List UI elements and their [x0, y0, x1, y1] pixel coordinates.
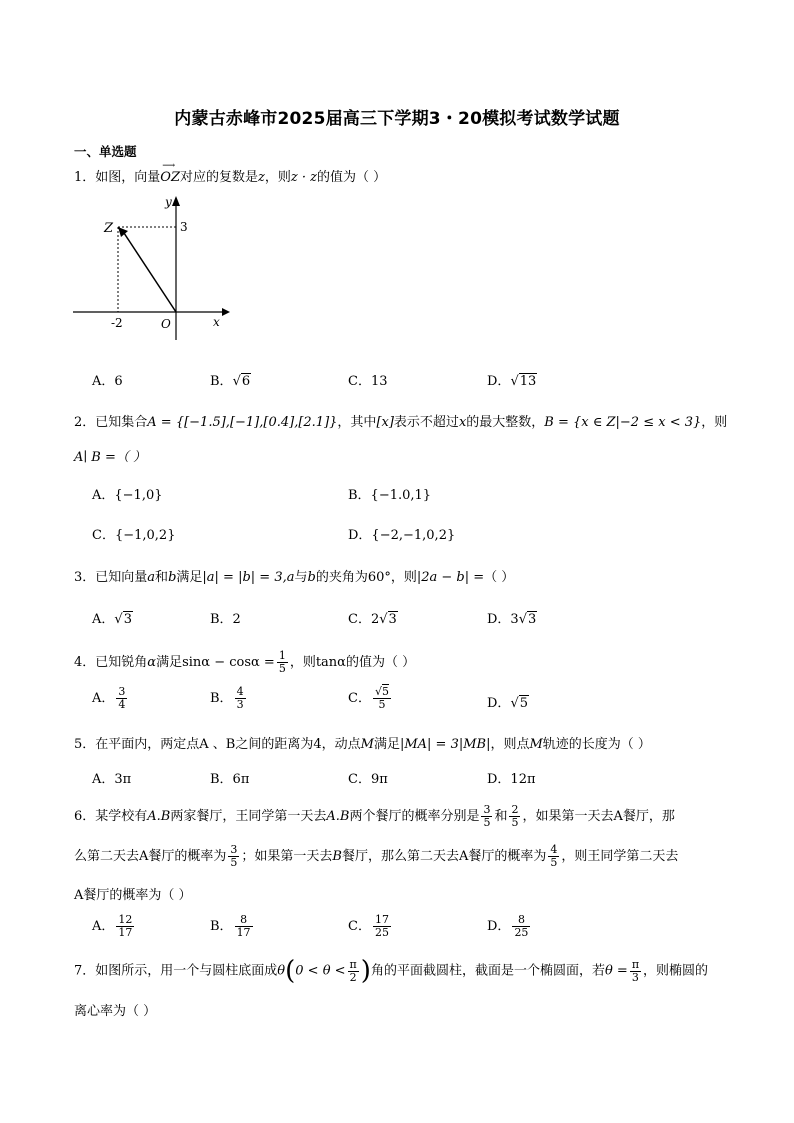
- y-label: y: [165, 195, 172, 209]
- q1-option-d[interactable]: D．√13: [487, 374, 537, 389]
- q2-option-b[interactable]: B．{−1.0,1}: [348, 488, 432, 503]
- set-a: A = {[−1.5],[−1],[0.4],[2.1]}: [147, 415, 338, 430]
- q6-option-d[interactable]: D． $\frac{8}{25}$: [487, 913, 529, 939]
- q5-option-d[interactable]: D．12π: [487, 772, 536, 787]
- q6-option-a[interactable]: A． $\frac{12}{17}$: [92, 913, 133, 939]
- q1-vector: ⟶ OZ: [160, 161, 180, 185]
- question-5: 5．在平面内，两定点A 、B之间的距离为4，动点M满足|MA| = 3|MB|，则点M轨迹的长度为（ ）: [74, 737, 651, 752]
- q2-option-c[interactable]: C．{−1,0,2}: [92, 528, 176, 543]
- q1-text-3: ，则: [264, 170, 291, 185]
- vector-oz: [124, 233, 176, 312]
- origin-label: O: [161, 317, 171, 331]
- q2-option-a[interactable]: A．{−1,0}: [92, 488, 163, 503]
- q1-option-c[interactable]: C．13: [348, 374, 388, 389]
- x-axis-arrow: [222, 308, 230, 316]
- q1-expr: z · z: [290, 170, 317, 185]
- q4-option-d[interactable]: D．√5: [487, 696, 529, 711]
- q4-option-a[interactable]: A． $\frac{3}{4}$: [92, 685, 126, 711]
- q6-option-c[interactable]: C． $\frac{17}{25}$: [348, 913, 389, 939]
- q1-text-2: 对应的复数是: [179, 170, 258, 185]
- q5-option-b[interactable]: B．6π: [210, 772, 250, 787]
- q1-option-a[interactable]: A．6: [92, 374, 123, 389]
- q1-text: 1．如图，向量: [74, 170, 161, 185]
- q1-z: z: [258, 170, 265, 185]
- q3-option-a[interactable]: A．√3: [92, 612, 132, 627]
- q6-option-b[interactable]: B． $\frac{8}{17}$: [210, 913, 251, 939]
- question-2: 2．已知集合A = {[−1.5],[−1],[0.4],[2.1]}，其中[x]表示不超过x的最大整数，B = {x ∈ Z|−2 ≤ x < 3}，则: [74, 415, 728, 430]
- question-4: 4．已知锐角α满足sinα − cosα = $\frac{1}{5}$ ，则tanα的值为（ ）: [74, 649, 416, 675]
- question-6: 6．某学校有A.B两家餐厅，王同学第一天去A.B两个餐厅的概率分别是 $\frac{3}{5}$ 和 $\frac{2}{5}$ ，如果第一天去A餐厅，那: [74, 803, 675, 829]
- q1-figure: [70, 192, 240, 352]
- q4-option-c[interactable]: C． $\frac{√5}{5}$: [348, 685, 389, 711]
- y-axis-arrow: [172, 196, 180, 206]
- question-2-line2: A∣ B =（ ）: [74, 450, 147, 465]
- tick-y-3: 3: [180, 220, 188, 234]
- question-6-line3: A餐厅的概率为（ ）: [74, 888, 192, 903]
- z-label: Z: [104, 221, 114, 236]
- q3-option-d[interactable]: D．3√3: [487, 612, 537, 627]
- x-label: x: [213, 315, 220, 329]
- page-title: 内蒙古赤峰市2025届高三下学期3・20模拟考试数学试题: [174, 109, 620, 129]
- question-1: [74, 161, 387, 185]
- q5-option-a[interactable]: A．3π: [92, 772, 132, 787]
- q4-option-b[interactable]: B． $\frac{4}{3}$: [210, 685, 244, 711]
- question-6-line2: 么第二天去A餐厅的概率为 $\frac{3}{5}$ ；如果第一天去B餐厅，那么第二天去A餐厅的概率为 $\frac{4}{5}$ ，则王同学第二天去: [74, 843, 679, 869]
- tick-x-neg2: -2: [111, 316, 123, 330]
- q1-suffix: 的值为（ ）: [316, 170, 387, 185]
- q2-option-d[interactable]: D．{−2,−1,0,2}: [348, 528, 456, 543]
- question-7: 7．如图所示，用一个与圆柱底面成θ(0 < θ < $\frac{\pi}{2}$ )角的平面截圆柱，截面是一个椭圆面，若θ = $\frac{\pi}{3}$ ，则椭圆的: [74, 956, 709, 986]
- q3-option-b[interactable]: B．2: [210, 612, 241, 627]
- set-b: B = {x ∈ Z|−2 ≤ x < 3}: [544, 415, 702, 430]
- section-heading: 一、单选题: [74, 144, 137, 159]
- question-7-line2: 离心率为（ ）: [74, 1004, 157, 1019]
- q5-option-c[interactable]: C．9π: [348, 772, 388, 787]
- question-3: 3．已知向量a和b满足|a| = |b| = 3,a与b的夹角为60°，则|2a − b| =（ ）: [74, 570, 515, 585]
- q1-option-b[interactable]: B．√6: [210, 374, 251, 389]
- q3-option-c[interactable]: C．2√3: [348, 612, 397, 627]
